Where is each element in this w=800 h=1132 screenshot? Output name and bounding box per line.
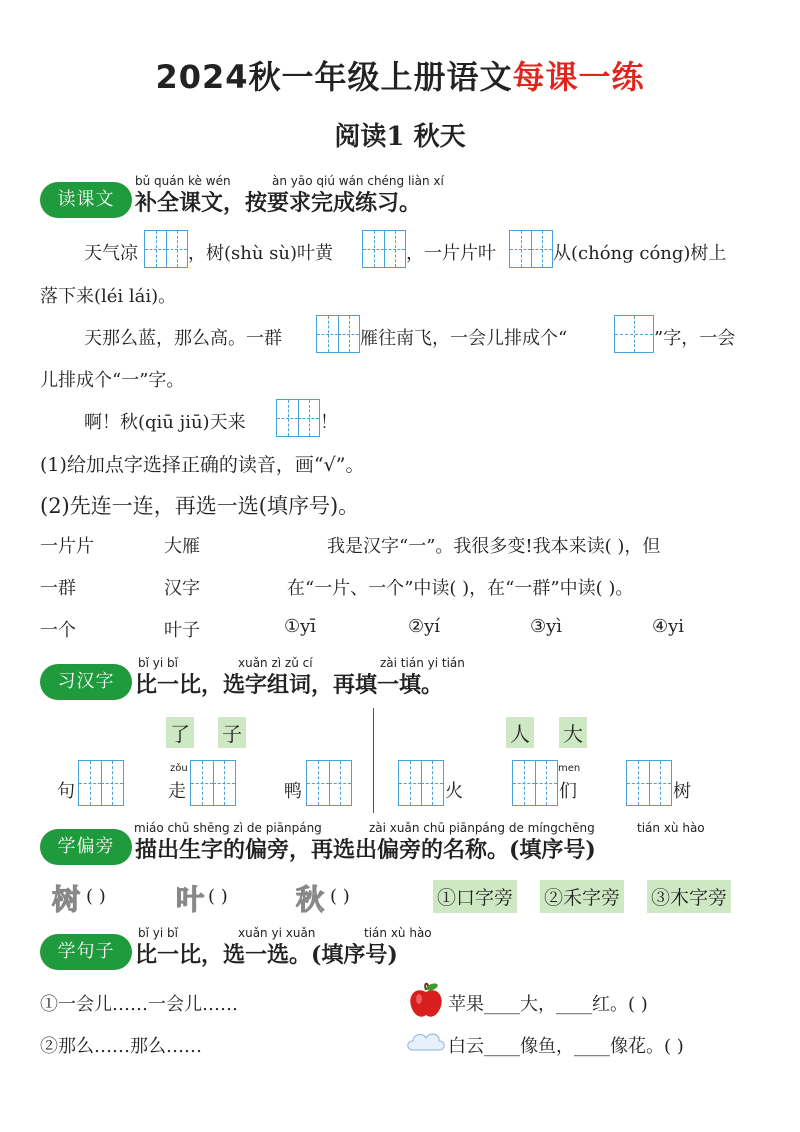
text-line: 儿排成个“一”字。 [40,370,185,391]
char-part: 走 [168,781,186,802]
text-line: 啊！秋(qiū jiū)天来 [84,412,246,433]
pinyin-label: zài tián yi tián [380,656,465,670]
reading-text: 在“一片、一个”中读( )，在“一群”中读( )。 [287,578,634,599]
apple-icon [407,980,445,1020]
section-heading: 比一比，选一选。(填序号) [135,942,398,968]
sentence: 白云____像鱼，____像花。( ) [448,1036,684,1057]
title-highlight: 每课一练 [512,58,645,96]
page-title [0,52,800,98]
badge-learn-sentences: 学句子 [40,934,132,970]
answer-blank[interactable]: ( ) [208,886,228,907]
radical-name-option: ③木字旁 [647,880,731,913]
char-part: 火 [445,781,463,802]
tianzi-box[interactable] [276,399,320,437]
char-option: 人 [506,717,534,748]
left-word[interactable]: 一群 [40,578,76,599]
outline-character[interactable]: 叶 [176,883,205,916]
pinyin-label: xuǎn yi xuǎn [238,926,316,940]
pinyin-label: xuǎn zì zǔ cí [238,656,313,670]
text-line: 雁往南飞，一会儿排成个“ [360,328,568,349]
lesson-subtitle: 阅读1 秋天 [334,122,466,152]
section-heading: 描出生字的偏旁，再选出偏旁的名称。(填序号) [135,837,596,863]
char-option: 子 [218,717,246,748]
right-word[interactable]: 叶子 [164,620,200,641]
pinyin-label: àn yāo qiú wán chéng liàn xí [272,174,444,188]
reading-text: 我是汉字“一”。我很多变!我本来读( )，但 [327,536,661,557]
text-line: ，一片片叶 [406,243,496,264]
tianzi-box[interactable] [190,760,236,806]
section-heading: 比一比，选字组词，再填一填。 [135,672,444,698]
question-2: (2)先连一连，再选一选(填序号)。 [40,494,360,518]
answer-blank[interactable]: ( ) [86,886,106,907]
question-1: (1)给加点字选择正确的读音，画“√”。 [40,454,365,476]
option-item: ③yì [530,616,563,637]
option-item: ②yí [408,616,441,637]
tianzi-box[interactable] [626,760,672,806]
outline-character[interactable]: 秋 [296,883,325,916]
pinyin-label: miáo chū shēng zì de piānpáng [134,821,322,835]
option-item: ④yi [652,616,685,637]
text-line: 落下来(léi lái)。 [40,286,177,307]
badge-learn-chars: 习汉字 [40,664,132,700]
left-word[interactable]: 一片片 [40,536,94,557]
pinyin-label: zǒu [170,763,188,774]
tianzi-box[interactable] [144,230,188,268]
text-line: 天气凉 [84,243,138,264]
char-part: 句 [57,781,75,802]
section-heading: 补全课文，按要求完成练习。 [135,190,422,216]
pinyin-label: bǐ yi bǐ [138,926,178,940]
conjunction-option: ①一会儿……一会儿…… [40,994,238,1015]
right-word[interactable]: 大雁 [164,536,200,557]
tianzi-box[interactable] [512,760,558,806]
badge-read-text: 读课文 [40,182,132,218]
left-word[interactable]: 一个 [40,620,76,641]
text-line: 从(chóng cóng)树上 [553,243,727,264]
text-line: 天那么蓝，那么高。一群 [84,328,282,349]
text-line: ！ [320,412,338,433]
char-part: 树 [673,781,691,802]
tianzi-box[interactable] [316,315,360,353]
cloud-icon [405,1028,447,1054]
char-option: 了 [166,717,194,748]
badge-learn-radicals: 学偏旁 [40,829,132,865]
conjunction-option: ②那么……那么…… [40,1036,202,1057]
tianzi-box[interactable] [306,760,352,806]
tianzi-box[interactable] [509,230,553,268]
right-word[interactable]: 汉字 [164,578,200,599]
tianzi-box[interactable] [362,230,406,268]
tianzi-box[interactable] [614,315,654,353]
pinyin-label: tián xù hào [637,821,705,835]
tianzi-box[interactable] [398,760,444,806]
text-line: ，树(shù sù)叶黄 [188,243,334,264]
char-option: 大 [559,717,587,748]
option-item: ①yī [284,616,317,637]
pinyin-label: zài xuǎn chū piānpáng de míngchēng [369,821,595,835]
radical-name-option: ①口字旁 [433,880,517,913]
answer-blank[interactable]: ( ) [330,886,350,907]
pinyin-label: bǔ quán kè wén [135,174,231,188]
char-part: 们 [559,781,577,802]
outline-character[interactable]: 树 [52,883,81,916]
pinyin-label: bǐ yi bǐ [138,656,178,670]
title-main: 2024秋一年级上册语文 [155,58,513,96]
text-line: ”字，一会 [654,328,736,349]
column-divider [373,708,374,813]
pinyin-label: men [558,763,581,774]
tianzi-box[interactable] [78,760,124,806]
sentence: 苹果____大，____红。( ) [448,994,648,1015]
radical-name-option: ②禾字旁 [540,880,624,913]
char-part: 鸭 [284,781,302,802]
pinyin-label: tián xù hào [364,926,432,940]
